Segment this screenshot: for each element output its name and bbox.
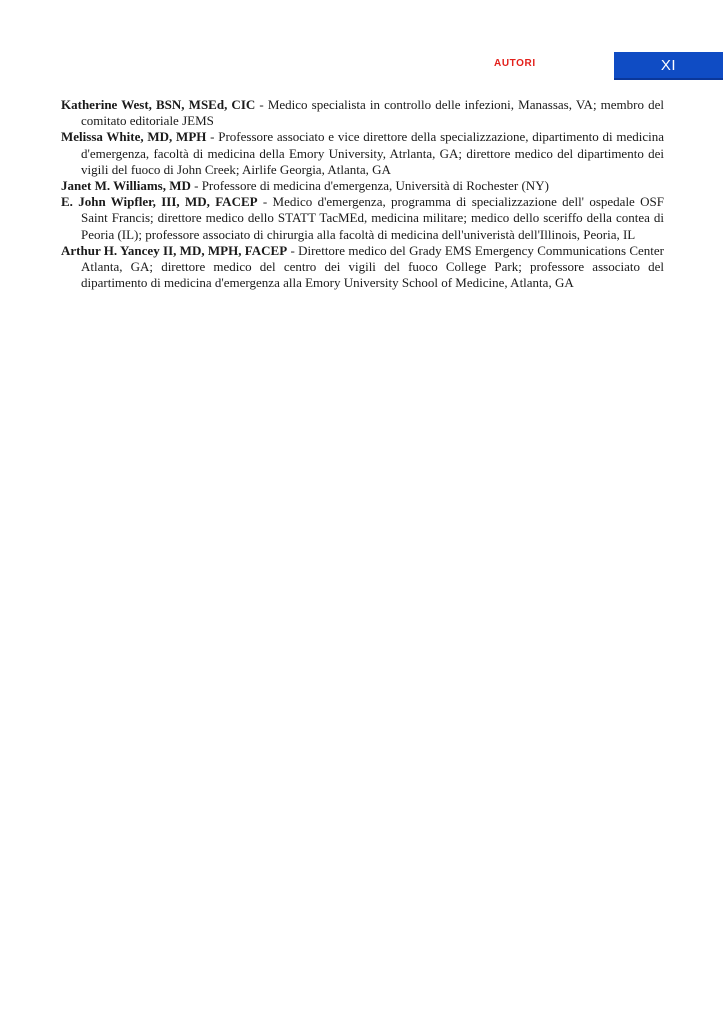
author-entry bbox=[61, 243, 664, 292]
author-name: E. John Wipfler, III, MD, FACEP bbox=[61, 194, 258, 210]
author-description: - Medico specialista in controllo delle infezioni, Manassas, VA; membro del comitato editoriale JEMS bbox=[81, 97, 664, 129]
author-entry bbox=[61, 97, 664, 129]
section-title: AUTORI bbox=[494, 58, 536, 69]
author-name: Janet M. Williams, MD bbox=[61, 178, 191, 194]
author-list bbox=[61, 97, 664, 291]
author-description: - Professore di medicina d'emergenza, Università di Rochester (NY) bbox=[190, 178, 549, 194]
page-number-tab bbox=[614, 52, 723, 80]
author-entry bbox=[61, 194, 664, 243]
author-description: - Medico d'emergenza, programma di specializzazione dell' ospedale OSF Saint Francis; direttore medico dello STATT TacMEd, medicina militare; medico dello sceriffo della contea di Peoria (IL); professore associato di chirurgia alla facoltà di medicina dell'univeristà dell'Illinois, Peoria, IL bbox=[81, 194, 664, 242]
author-name: Melissa White, MD, MPH bbox=[61, 129, 207, 145]
author-description: - Professore associato e vice direttore della specializzazione, dipartimento di medicina d'emergenza, facoltà di medicina della Emory University, Atrlanta, GA; direttore medico del dipartimento dei vigili del fuoco di John Creek; Airlife Georgia, Atlanta, GA bbox=[81, 129, 664, 177]
author-entry bbox=[61, 178, 664, 194]
author-name: Katherine West, BSN, MSEd, CIC bbox=[61, 97, 256, 112]
author-name: Arthur H. Yancey II, MD, MPH, FACEP bbox=[61, 242, 288, 258]
page-number: XI bbox=[660, 56, 677, 74]
author-entry bbox=[61, 129, 664, 178]
author-description: - Direttore medico del Grady EMS Emergency Communications Center Atlanta, GA; direttore medico del centro dei vigili del fuoco College Park; professore associato del dipartimento di medicina d'emergenza alla Emory University School of Medicine, Atlanta, GA bbox=[81, 242, 664, 291]
